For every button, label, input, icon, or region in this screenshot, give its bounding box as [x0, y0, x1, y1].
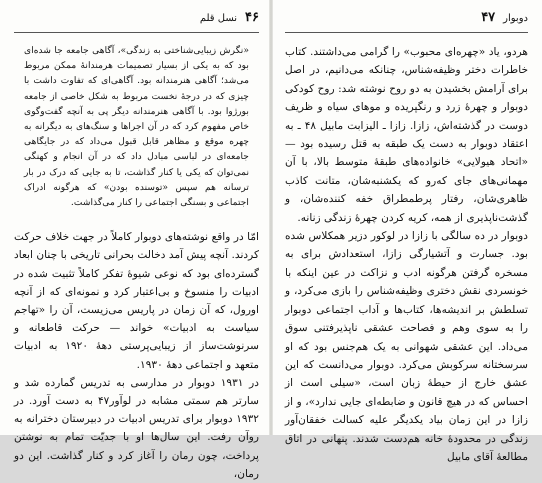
page-number: ۴۷ [481, 10, 496, 25]
left-page [0, 0, 271, 480]
right-page-header [285, 10, 528, 33]
running-title: نسل قلم [199, 13, 238, 24]
paragraph: هردو، یاد «چهره‌ای محبوب» را گرامی می‌داشتند. کتاب خاطرات دختر وظیفه‌شناس، چنانکه می‌دانیم، در اصل برای آرامش بخشیدن به دو روح نوشته شد: روح کودکی دوبوار و چهرهٔ زرد و رنگپریده و موهای سیاه و ظریف دوست در گذشته‌اش، زازا. زازا ـ الیزابت مابیل ۴۸ ـ به اعتقاد دوبوار به دست یک طبقه به قتل رسیده بود — «اتحاد هیولایی» خانواده‌های طبقهٔ متوسط بالا، با آن مهمانی‌های جای که‌رو که یکشنبه‌شان، متانت کاذب ظاهری‌شان، رفتار پرطمطراق خفه کننده‌شان، و گذشت‌ناپذیری از همه، کریه کردن چهرهٔ زندگی زنانه. [285, 46, 528, 224]
left-page-header [14, 10, 259, 33]
paragraph: دوبوار در ده سالگی با زازا در لوکور دزیر همکلاس شده بود. جسارت و آتشیارگی زازا، استعدادش برای به مسخره گرفتن هرگونه ادب و نزاکت در عین اینکه با خونسردی نقش دختری وظیفه‌شناس را بازی می‌کرد، و تسلطش بر اندیشه‌ها، کتاب‌ها و آداب اجتماعی دوبوار را به سوی وهم و فصاحت عشقی ناپذیرفتنی سوق می‌داد. این عشقی شهوانی به یک هم‌جنس بود که او سرسختانه سرکوبش می‌کرد. دوبوار می‌دانست که این عشق خارج از حیطهٔ زبان است، «سیلی است از احساس که در هیچ قانون و ضابطه‌ای جایی ندارد»، و از زازا در این زمان بیاد یکدیگر علیه کسالت خفقان‌آور زندگی در محدودهٔ خانه هم‌دست شدند. پنهانی در اتاق مطالعهٔ آقای مابیل [285, 230, 528, 463]
page-number: ۴۶ [245, 10, 259, 25]
paragraph: در ۱۹۳۱ دوبوار در مدارسی به تدریس گمارده شد و سارتر هم سمتی مشابه در لوآور۴۷ به دست آورد. در ۱۹۳۲ دوبوار برای تدریس ادبیات در دبیرستان دخترانه به روآن رفت. این سال‌ها او با جدیّت تمام به نوشتن پرداخت، چون رمان را آغاز کرد و کنار گذاشت. این دو رمان، [14, 376, 259, 480]
body-text [14, 228, 259, 483]
right-page [271, 0, 542, 463]
block-quote: «نگرش زیبایی‌شناختی به زندگی»، آگاهی جامعه جا شده‌ای بود که به یکی از بسیار تصمیمات هرمندانهٔ ممکن مربوط می‌شد؛ آگاهی هنرمندانه بود. آگاهی‌ای که تفاوت داشت با چیزی که در درجهٔ نخست مربوط به شکل خاصی از جامعه بورژوا بود. با آگاهی هنرمندانه دیگر پی به آنچه گفت‌وگوی خاص مفهوم کرد که در آن اجرا‌ها و سنگ‌های به دیگرانه به چهره موقع و مظاهر قابل قبول می‌داد که در جایگاهی جامعه‌ای در لباسی مبادل داد که در آن انجام و کهنگی نمی‌توان که یکی یا کنار گذاشت، تا به جایی که درک در بار ترسانه هم سپس «توسنده بودن» که هرگونه ادراک اجتماعی و بسنگی اجتماعی را کنار می‌گذاشت. [24, 45, 249, 209]
body-text [285, 43, 528, 466]
paragraph: امّا در واقع نوشته‌های دوبوار کاملاً در جهت خلاف حرکت کردند. آنچه پیش آمد دخالت بحرانی تاریخی با چنان ابعاد گسترده‌ای بود که نوعی شیوهٔ تفکر کاملاً تثبیت شده در ادبیات را منسوخ و بی‌اعتبار کرد و نمونه‌ای که از آنچه اورول، که آن زمان در پاریس می‌زیست، آن را «تهاجم سیاست به ادبیات» خواند — حرکت قاطعانه و سرنوشت‌ساز از زیبایی‌پرستی دههٔ ۱۹۲۰ به ادبیات متعهد و اجتماعی دههٔ ۱۹۳۰. [14, 231, 260, 371]
running-title: دوبوار [503, 13, 528, 24]
